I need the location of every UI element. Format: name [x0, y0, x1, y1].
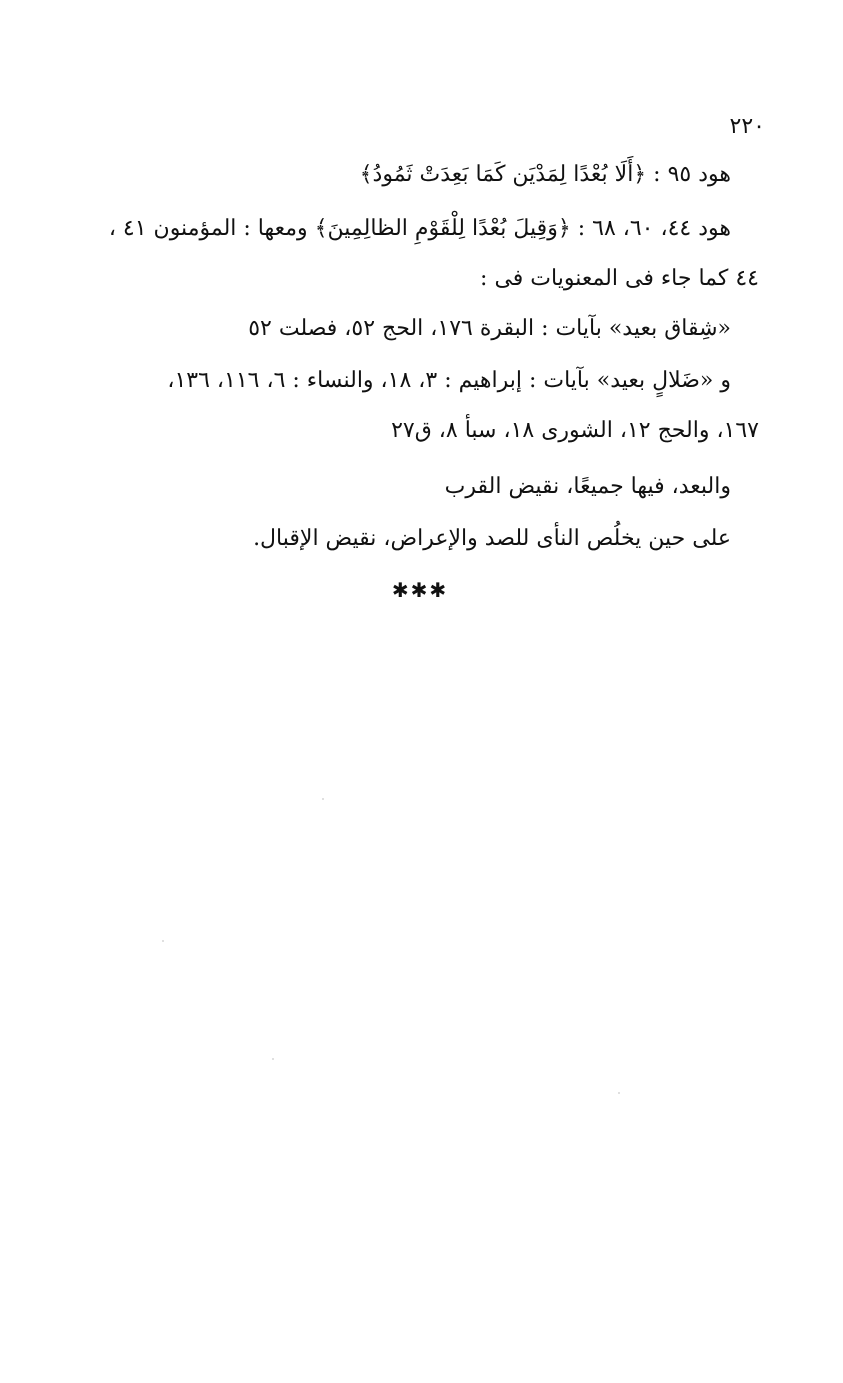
paper-speck: [322, 798, 324, 800]
text-line-2: هود ٤٤، ٦٠، ٦٨ : ﴿وَقِيلَ بُعْدًا لِلْقَوْمِ الظالِمِينَ﴾ ومعها : المؤمنون ٤١ ،: [108, 216, 731, 241]
paper-speck: [162, 940, 164, 942]
text-line-1: هود ٩٥ : ﴿أَلَا بُعْدًا لِمَدْيَن كَمَا بَعِدَتْ ثَمُودُ﴾: [359, 162, 731, 187]
text-line-3: ٤٤ كما جاء فى المعنويات فى :: [480, 266, 759, 291]
text-line-8: على حين يخلُص النأى للصد والإعراض، نقيض الإقبال.: [253, 526, 731, 551]
text-line-7: والبعد، فيها جميعًا، نقيض القرب: [444, 474, 731, 499]
text-line-4: «شِقاق بعيد» بآيات : البقرة ١٧٦، الحج ٥٢، فصلت ٥٢: [248, 316, 731, 341]
text-line-5: و «ضَلالٍ بعيد» بآيات : إبراهيم : ٣، ١٨، والنساء : ٦، ١١٦، ١٣٦،: [167, 368, 731, 393]
page-number: ٢٢٠: [729, 114, 765, 139]
paper-speck: [272, 1058, 274, 1060]
paper-speck: [618, 1092, 620, 1094]
text-line-6: ١٦٧، والحج ١٢، الشورى ١٨، سبأ ٨، ق٢٧: [391, 418, 759, 443]
section-separator: ✱✱✱: [391, 578, 449, 602]
